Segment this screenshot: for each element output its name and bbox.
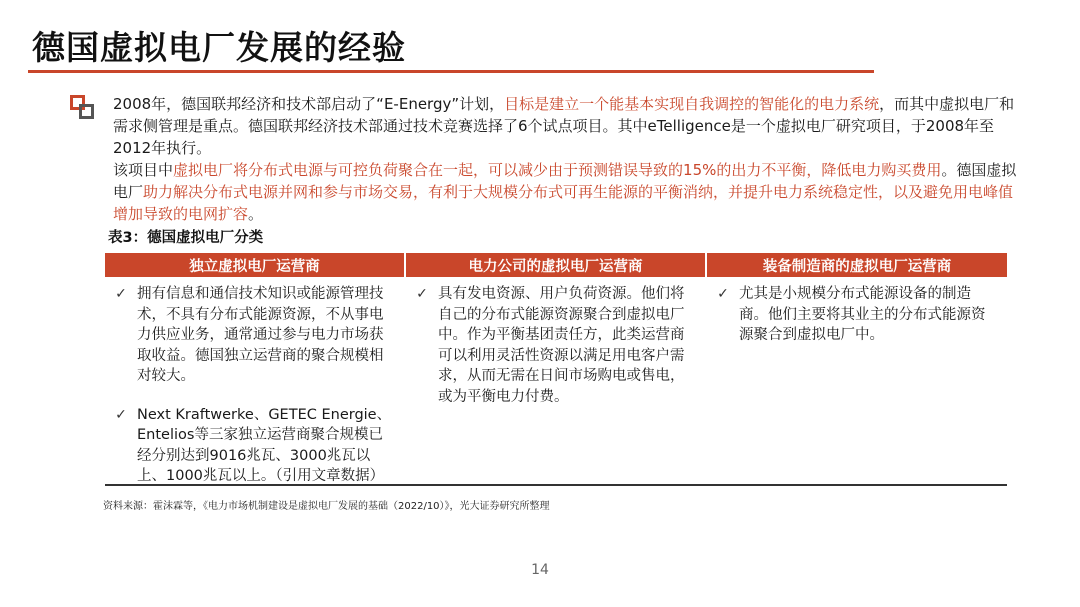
column-independent-operator xyxy=(105,277,406,505)
list-item-text: Next Kraftwerke、GETEC Energie、Entelios等三家独立运营商聚合规模已经分别达到9016兆瓦、3000兆瓦以上、1000兆瓦以上。（引用文章数据） xyxy=(137,406,392,484)
header-independent-operator: 独立虚拟电厂运营商 xyxy=(105,253,406,277)
list-item xyxy=(707,284,1007,346)
highlight-benefits: 助力解决分布式电源并网和参与市场交易，有利于大规模分布式可再生能源的平衡消纳，并提升电力系统稳定性，以及避免用电峰值增加导致的电网扩容 xyxy=(113,183,1014,223)
list-item xyxy=(105,405,406,487)
check-icon: ✓ xyxy=(416,286,428,302)
list-item xyxy=(105,284,406,387)
highlight-aggregation: 虚拟电厂将分布式电源与可控负荷聚合在一起，可以减少由于预测错误导致的15%的出力不平衡，降低电力购买费用 xyxy=(173,161,942,179)
intro-paragraph-1: 2008年，德国联邦经济和技术部启动了“E-Energy”计划，目标是建立一个能基本实现自我调控的智能化的电力系统，而其中虚拟电厂和需求侧管理是重点。德国联邦经济技术部通过技术竞赛选择了6个试点项目。其中eTelligence是一个虚拟电厂研究项目，于2008年至2012年执行。 xyxy=(113,95,1015,157)
page-title: 德国虚拟电厂发展的经验 xyxy=(32,28,406,67)
check-icon: ✓ xyxy=(115,286,127,302)
check-icon: ✓ xyxy=(115,406,127,423)
overlapping-squares-icon xyxy=(70,95,94,119)
list-item xyxy=(406,284,707,407)
intro-text xyxy=(113,93,1025,225)
table-body xyxy=(105,277,1007,505)
highlight-goal: 目标是建立一个能基本实现自我调控的智能化的电力系统 xyxy=(504,95,880,113)
source-note: 资料来源：霍沫霖等，《电力市场机制建设是虚拟电厂发展的基础（2022/10）》，光大证券研究所整理 xyxy=(103,501,550,512)
column-utility-operator xyxy=(406,277,707,505)
header-manufacturer-operator: 装备制造商的虚拟电厂运营商 xyxy=(707,253,1007,277)
check-icon: ✓ xyxy=(717,286,729,302)
list-item-text: 拥有信息和通信技术知识或能源管理技术，不具有分布式能源资源，不从事电力供应业务，通常通过参与电力市场获取收益。德国独立运营商的聚合规模相对较大。 xyxy=(137,286,384,384)
header-utility-operator: 电力公司的虚拟电厂运营商 xyxy=(406,253,707,277)
classification-table xyxy=(105,253,1007,505)
column-manufacturer-operator xyxy=(707,277,1007,505)
list-item-text: 具有发电资源、用户负荷资源。他们将自己的分布式能源资源聚合到虚拟电厂中。作为平衡基团责任方，此类运营商可以利用灵活性资源以满足用电客户需求，从而无需在日间市场购电或售电，或为平衡电力付费。 xyxy=(438,286,685,405)
table-caption: 表3：德国虚拟电厂分类 xyxy=(108,230,264,246)
title-underline xyxy=(28,70,874,73)
page-number: 14 xyxy=(531,562,549,578)
table-bottom-rule xyxy=(105,484,1007,486)
list-item-text: 尤其是小规模分布式能源设备的制造商。他们主要将其业主的分布式能源资源聚合到虚拟电厂中。 xyxy=(739,286,986,343)
table-header-row xyxy=(105,253,1007,277)
intro-paragraph-2: 该项目中虚拟电厂将分布式电源与可控负荷聚合在一起，可以减少由于预测错误导致的15%的出力不平衡，降低电力购买费用。德国虚拟电厂助力解决分布式电源并网和参与市场交易，有利于大规模分布式可再生能源的平衡消纳，并提升电力系统稳定性，以及避免用电峰值增加导致的电网扩容。 xyxy=(113,161,1017,223)
